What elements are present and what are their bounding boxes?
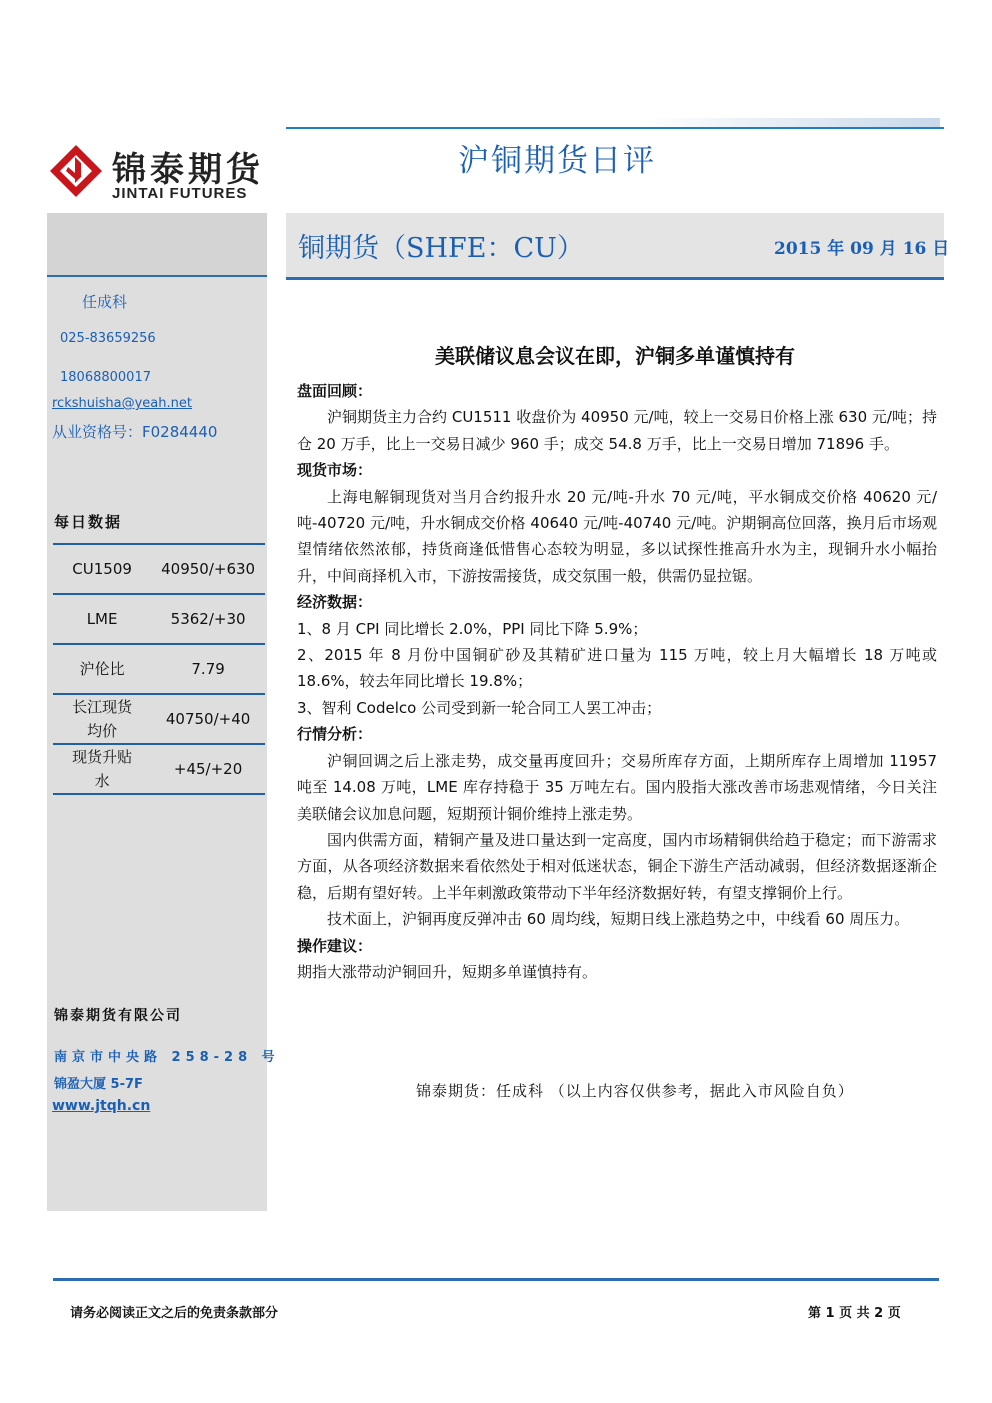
section-heading: 经济数据：: [297, 593, 373, 612]
paragraph: 沪铜回调之后上涨走势，成交量再度回升；交易所库存方面，上期所库存上周增加 11957 吨至 14.08 万吨，LME 库存持稳于 35 万吨左右。国内股指大涨改善市场悲观情绪，今日关注美联储会议加息问题，短期预计铜价维持上涨走势。: [297, 751, 937, 823]
footer-divider: [53, 1278, 939, 1281]
company-address-line-1: 南京市中央路 258-28 号: [54, 1050, 280, 1065]
daily-data-title: 每日数据: [54, 513, 123, 531]
paragraph: 上海电解铜现货对当月合约报升水 20 元/吨-升水 70 元/吨，平水铜成交价格 40620 元/吨-40720 元/吨，升水铜成交价格 40640 元/吨-40740 元/吨。沪期铜高位回落，换月后市场观望情绪依然浓郁，持货商逢低惜售心态较为明显，多以试探性推高升水为主，现铜升水小幅抬升，中间商择机入市，下游按需接货，成交氛围一般，供需仍显拉锯。: [297, 487, 937, 585]
article-headline: 美联储议息会议在即，沪铜多单谨慎持有: [435, 344, 795, 368]
daily-data-value: 40750/+40: [151, 694, 265, 744]
daily-data-value: 40950/+630: [151, 544, 265, 594]
company-website-link[interactable]: www.jtqh.cn: [52, 1098, 151, 1114]
analyst-phone-2: 18068800017: [60, 370, 151, 385]
daily-data-value: 7.79: [151, 644, 265, 694]
header-divider: [286, 127, 944, 129]
daily-data-key: 沪伦比: [53, 644, 151, 694]
section-heading: 行情分析：: [297, 725, 373, 744]
section-heading: 盘面回顾：: [297, 382, 373, 400]
paragraph: 国内供需方面，精铜产量及进口量达到一定高度，国内市场精铜供给趋于稳定；而下游需求方面，从各项经济数据来看依然处于相对低迷状态，铜企下游生产活动减弱，但经济数据逐渐企稳，后期有望好转。上半年刺激政策带动下半年经济数据好转，有望支撑铜价上行。: [297, 830, 937, 902]
article-signature: 锦泰期货：任成科 （以上内容仅供参考，据此入市风险自负）: [416, 1082, 854, 1100]
analyst-name: 任成科: [82, 293, 128, 311]
jintai-logo-icon: [48, 143, 104, 199]
daily-data-table: [53, 543, 265, 795]
paragraph: 沪铜期货主力合约 CU1511 收盘价为 40950 元/吨，较上一交易日价格上涨 630 元/吨；持仓 20 万手，比上一交易日减少 960 手；成交 54.8 万手，比上一交易日增加 71896 手。: [297, 408, 937, 453]
report-title: 沪铜期货日评: [458, 143, 656, 179]
list-item: 2、2015 年 8 月份中国铜矿砂及其精矿进口量为 115 万吨，较上月大幅增长 18 万吨或 18.6%，较去年同比增长 19.8%；: [297, 646, 937, 691]
daily-data-key: 长江现货均价: [53, 694, 151, 744]
daily-data-value: +45/+20: [151, 744, 265, 794]
paragraph: 期指大涨带动沪铜回升，短期多单谨慎持有。: [297, 962, 598, 981]
page-number: 第 1 页 共 2 页: [808, 1306, 901, 1321]
daily-data-key: LME: [53, 594, 151, 644]
table-row: [53, 594, 265, 644]
table-row: [53, 744, 265, 794]
list-item: 3、智利 Codelco 公司受到新一轮合同工人罢工冲击；: [297, 698, 662, 717]
daily-data-value: 5362/+30: [151, 594, 265, 644]
list-item: 1、8 月 CPI 同比增长 2.0%，PPI 同比下降 5.9%；: [297, 619, 648, 638]
section-heading: 现货市场：: [297, 461, 373, 480]
product-name: 铜期货（SHFE：CU）: [298, 233, 584, 264]
analyst-email-link[interactable]: rckshuisha@yeah.net: [52, 396, 192, 411]
sidebar-header-block: [47, 213, 267, 277]
analyst-phone-1: 025-83659256: [60, 331, 156, 346]
section-heading: 操作建议：: [297, 936, 373, 955]
article-body: [297, 378, 937, 985]
table-row: [53, 544, 265, 594]
analyst-certificate: 从业资格号：F0284440: [52, 423, 218, 441]
company-name: 锦泰期货有限公司: [54, 1008, 182, 1024]
daily-data-key: 现货升贴水: [53, 744, 151, 794]
paragraph: 技术面上，沪铜再度反弹冲击 60 周均线，短期日线上涨趋势之中，中线看 60 周压力。: [327, 910, 910, 929]
footer-disclaimer: 请务必阅读正文之后的免责条款部分: [70, 1306, 279, 1321]
table-row: [53, 694, 265, 744]
table-row: [53, 644, 265, 694]
company-address-line-2: 锦盈大厦 5-7F: [54, 1077, 143, 1092]
report-date: 2015 年 09 月 16 日: [774, 239, 950, 259]
daily-data-key: CU1509: [53, 544, 151, 594]
logo-chinese-text: 锦泰期货: [112, 150, 264, 190]
logo-english-text: JINTAI FUTURES: [112, 185, 248, 202]
